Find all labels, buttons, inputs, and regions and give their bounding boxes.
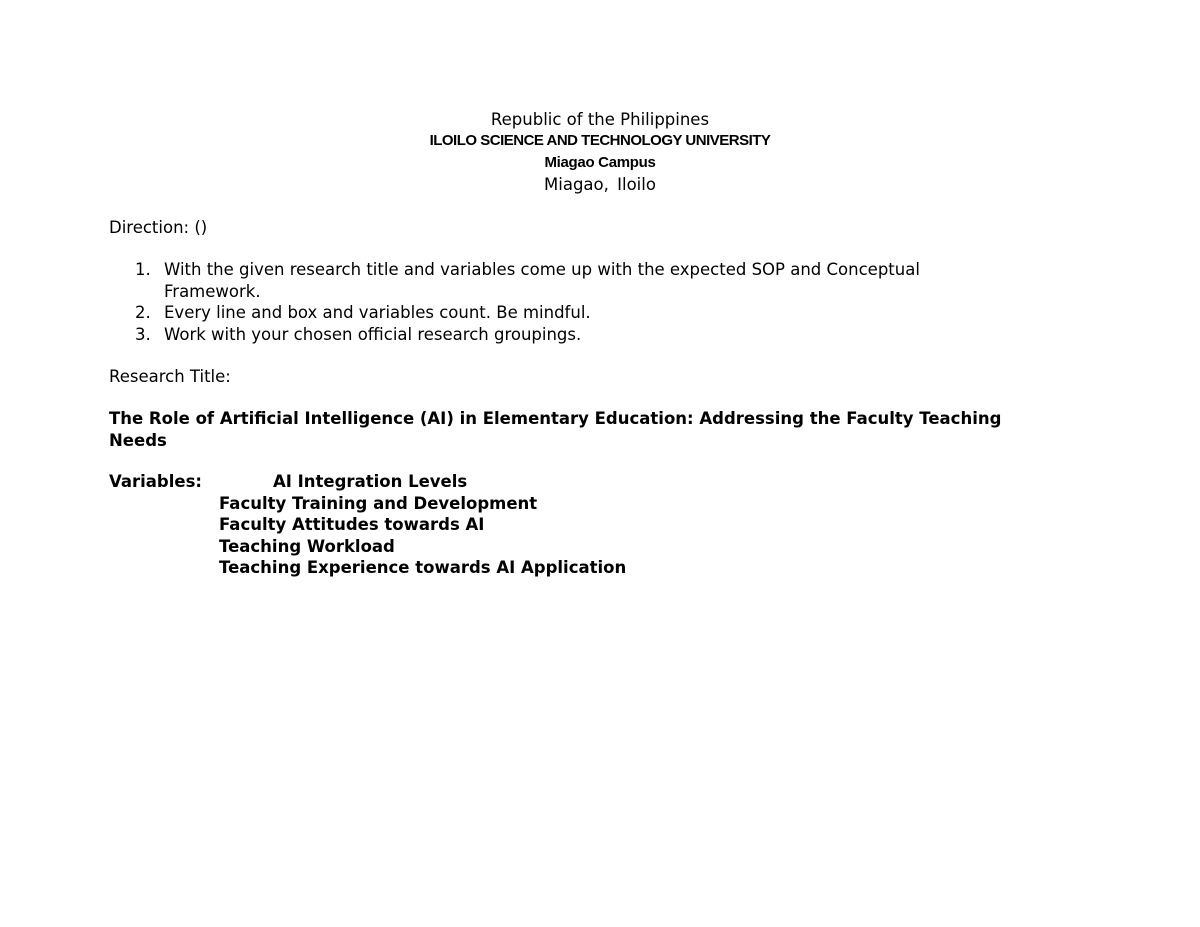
variables-label: Variables: [109,472,203,491]
research-title: The Role of Artificial Intelligence (AI) in Elementary Education: Addressing the Faculty Teaching Needs [109,409,1002,450]
variable-item: Faculty Training and Development [219,493,538,513]
instruction-number: 2. [135,303,151,322]
instruction-list [109,259,1009,345]
variable-row [109,471,1009,493]
variables-block [109,471,1009,579]
campus-heading: Miagao Campus [544,154,656,171]
instruction-number: 3. [135,324,151,344]
variable-item: AI Integration Levels [273,472,468,491]
instruction-item [109,259,1009,302]
variable-row [109,514,1009,536]
direction-label: Direction: () [109,218,208,237]
variable-item: Teaching Workload [219,536,395,556]
location-heading: Miagao, Iloilo [544,175,656,194]
instruction-item [109,302,1009,324]
instruction-text: Every line and box and variables count. Be mindful. [164,303,591,322]
instruction-item [109,324,1009,346]
document-header [0,109,1200,196]
instruction-text: With the given research title and variables come up with the expected SOP and Conceptual Framework. [164,260,920,301]
instruction-number: 1. [135,260,151,279]
variable-row [109,493,1009,515]
country-heading: Republic of the Philippines [490,110,710,129]
variable-item: Faculty Attitudes towards AI [219,515,485,534]
variable-row [109,536,1009,558]
variable-row [109,557,1009,579]
university-heading: ILOILO SCIENCE AND TECHNOLOGY UNIVERSITY [429,132,771,149]
research-title-label: Research Title: [109,367,231,386]
variable-item: Teaching Experience towards AI Application [219,558,627,577]
instruction-text: Work with your chosen official research groupings. [164,324,582,344]
